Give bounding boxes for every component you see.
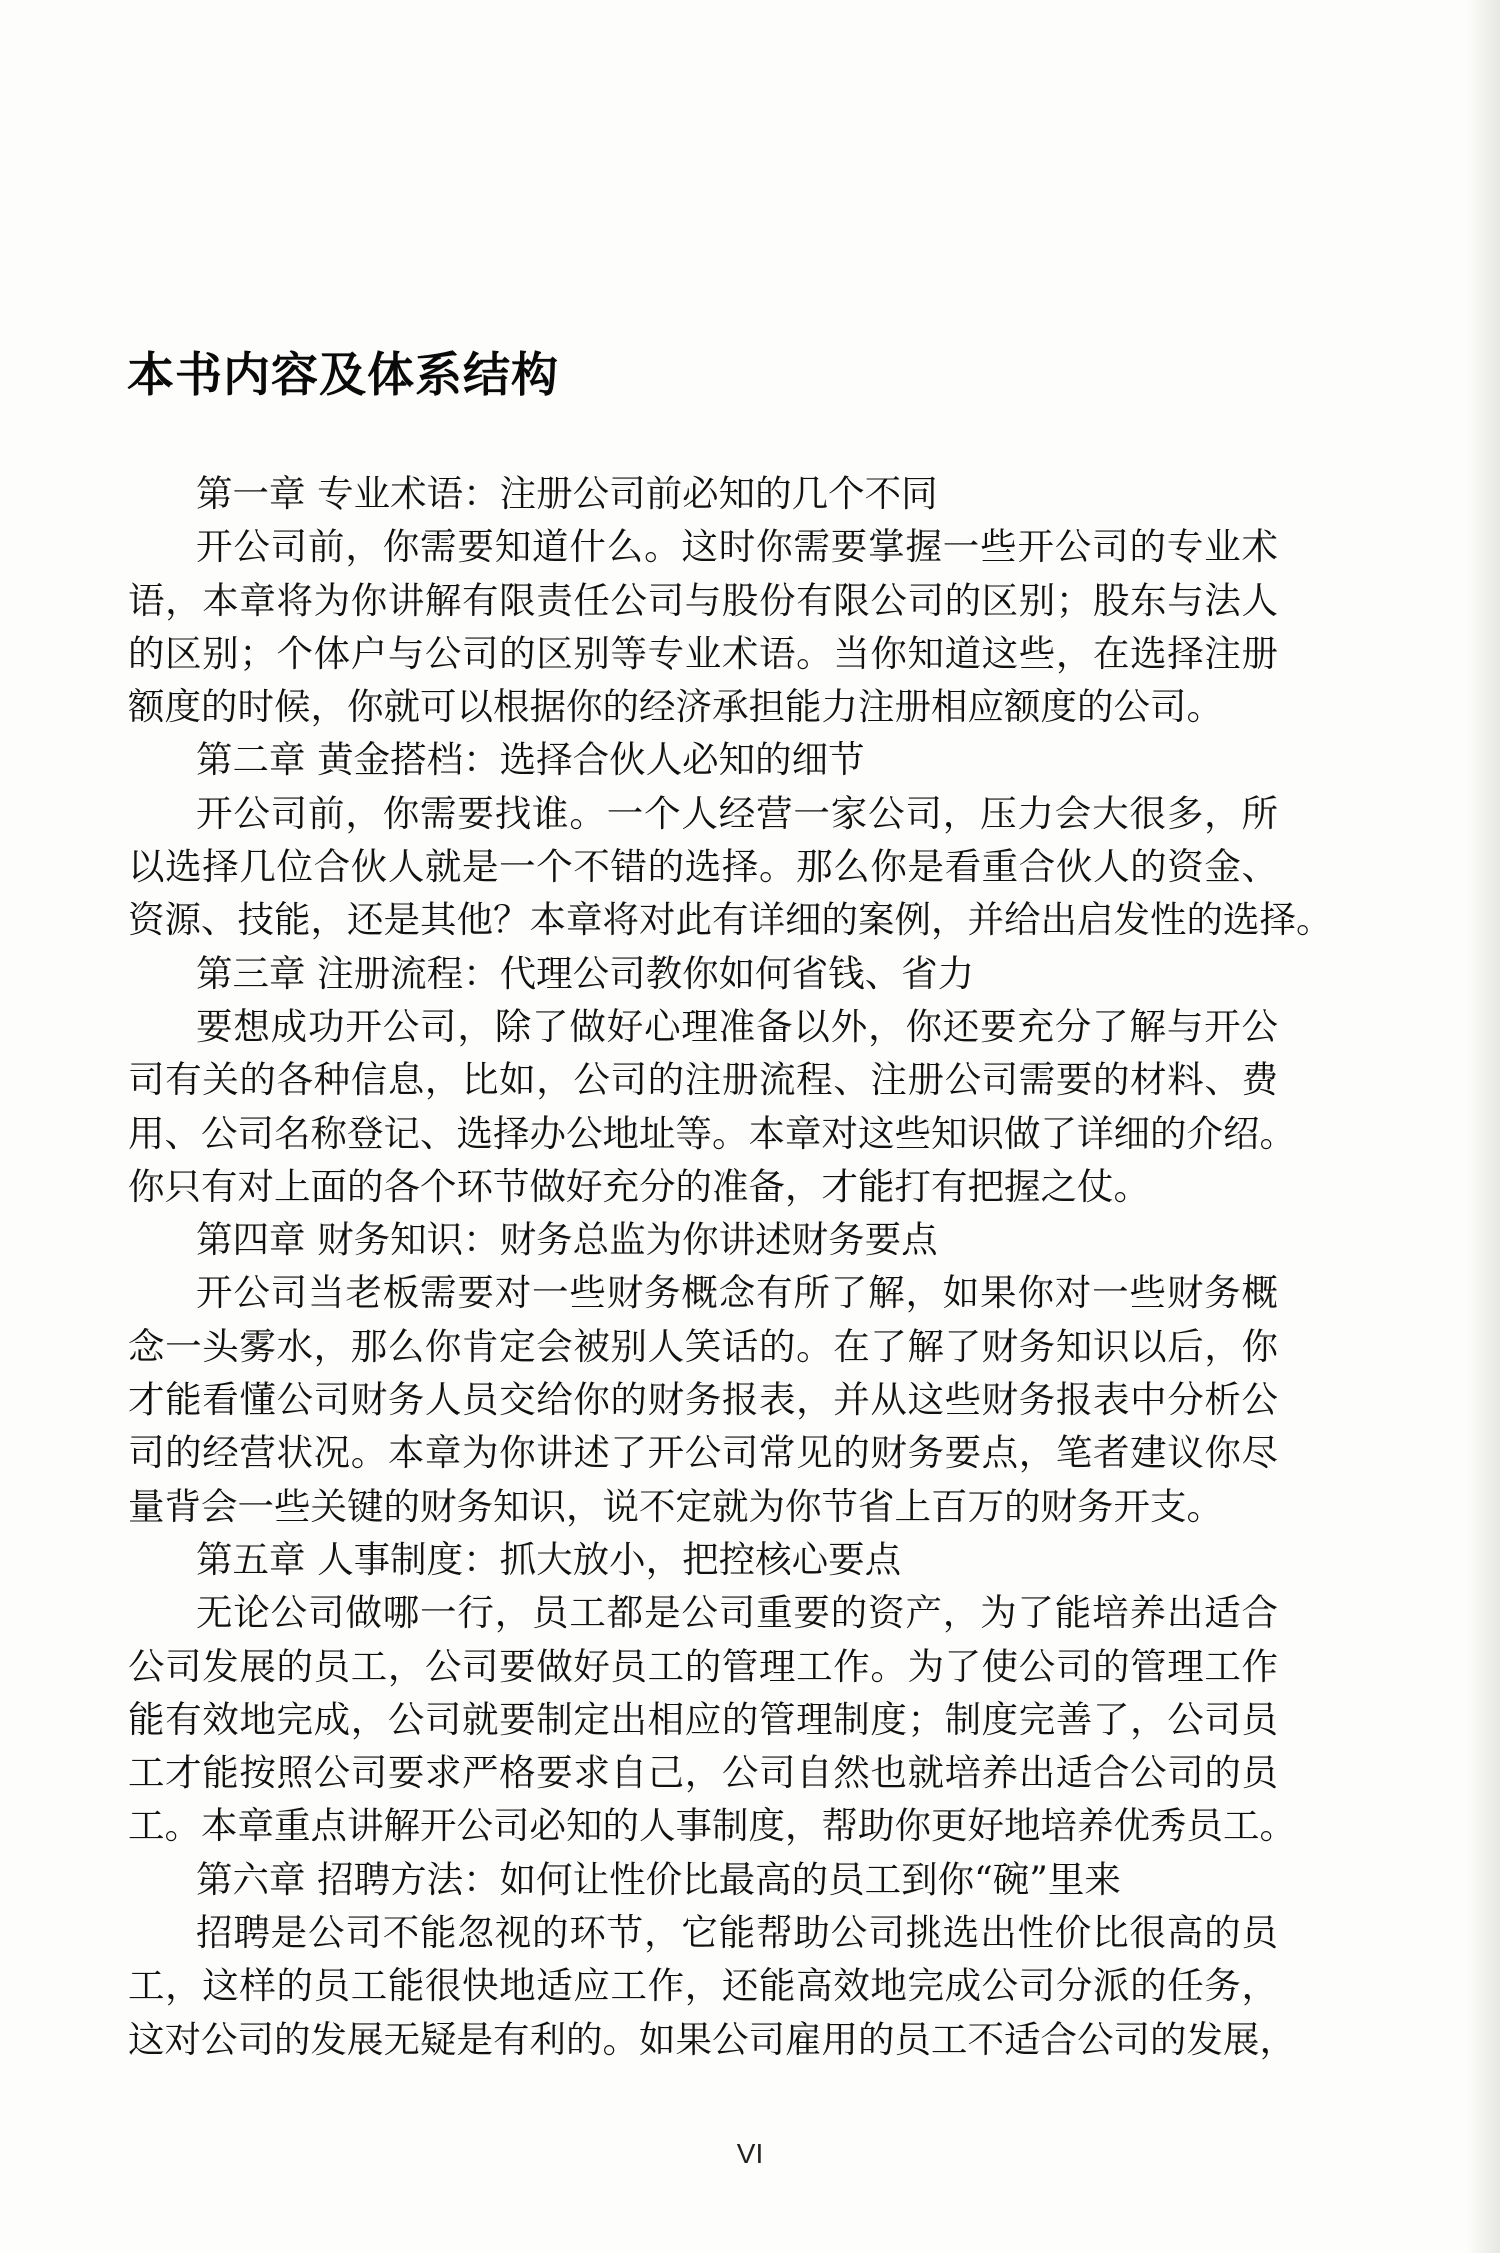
paragraph-line: 开公司当老板需要对一些财务概念有所了解，如果你对一些财务概 <box>196 1271 1278 1315</box>
paragraph-line: 念一头雾水，那么你肯定会被别人笑话的。在了解了财务知识以后，你 <box>128 1324 1278 1368</box>
paragraph-line: 资源、技能，还是其他？本章将对此有详细的案例，并给出启发性的选择。 <box>128 898 1333 942</box>
paragraph-line: 用、公司名称登记、选择办公地址等。本章对这些知识做了详细的介绍。 <box>128 1111 1296 1155</box>
chapter-title: 第一章 专业术语：注册公司前必知的几个不同 <box>196 472 938 515</box>
paragraph-line: 司有关的各种信息，比如，公司的注册流程、注册公司需要的材料、费 <box>128 1058 1278 1102</box>
chapter-paragraph <box>128 1586 1296 1852</box>
chapter-title: 第三章 注册流程：代理公司教你如何省钱、省力 <box>196 951 975 995</box>
paragraph-line: 的区别；个体户与公司的区别等专业术语。当你知道这些，在选择注册 <box>128 631 1278 675</box>
chapter-title: 第五章 人事制度：抓大放小，把控核心要点 <box>196 1537 902 1581</box>
paragraph-line: 招聘是公司不能忽视的环节，它能帮助公司挑选出性价比很高的员 <box>196 1911 1278 1955</box>
paragraph-line: 工，这样的员工能很快地适应工作，还能高效地完成公司分派的任务， <box>128 1964 1278 2008</box>
paragraph-line: 以选择几位合伙人就是一个不错的选择。那么你是看重合伙人的资金、 <box>128 845 1278 889</box>
paragraph-line: 要想成功开公司，除了做好心理准备以外，你还要充分了解与开公 <box>196 1004 1278 1048</box>
page-heading: 本书内容及体系结构 <box>127 348 559 403</box>
chapter-section <box>128 467 1278 733</box>
paragraph-line: 语，本章将为你讲解有限责任公司与股份有限公司的区别；股东与法人 <box>128 578 1278 622</box>
chapter-title: 第四章 财务知识：财务总监为你讲述财务要点 <box>196 1218 938 1262</box>
chapter-title: 第六章 招聘方法：如何让性价比最高的员工到你“碗”里来 <box>196 1857 1121 1901</box>
page-edge-shadow <box>1466 0 1500 2253</box>
paragraph-line: 无论公司做哪一行，员工都是公司重要的资产，为了能培养出适合 <box>196 1591 1278 1635</box>
chapter-paragraph <box>128 520 1278 733</box>
chapter-section <box>128 1213 1278 1533</box>
paragraph-line: 你只有对上面的各个环节做好充分的准备，才能打有把握之仗。 <box>128 1164 1150 1208</box>
paragraph-line: 公司发展的员工，公司要做好员工的管理工作。为了使公司的管理工作 <box>128 1644 1278 1688</box>
paragraph-line: 这对公司的发展无疑是有利的。如果公司雇用的员工不适合公司的发展， <box>128 2017 1296 2061</box>
paragraph-line: 开公司前，你需要知道什么。这时你需要掌握一些开公司的专业术 <box>196 525 1278 569</box>
paragraph-line: 量背会一些关键的财务知识，说不定就为你节省上百万的财务开支。 <box>128 1484 1223 1528</box>
paragraph-line: 开公司前，你需要找谁。一个人经营一家公司，压力会大很多，所 <box>196 791 1278 835</box>
chapter-title: 第二章 黄金搭档：选择合伙人必知的细节 <box>196 738 865 782</box>
chapter-paragraph <box>128 1906 1296 2066</box>
paragraph-line: 工。本章重点讲解开公司必知的人事制度，帮助你更好地培养优秀员工。 <box>128 1804 1296 1848</box>
chapter-paragraph <box>128 787 1333 947</box>
chapter-paragraph <box>128 1266 1278 1532</box>
chapter-summaries <box>128 467 1333 2066</box>
paragraph-line: 能有效地完成，公司就要制定出相应的管理制度；制度完善了，公司员 <box>128 1697 1278 1741</box>
chapter-section <box>128 1533 1296 1853</box>
paragraph-line: 才能看懂公司财务人员交给你的财务报表，并从这些财务报表中分析公 <box>128 1378 1278 1422</box>
paragraph-line: 工才能按照公司要求严格要求自己，公司自然也就培养出适合公司的员 <box>128 1751 1278 1795</box>
chapter-section <box>128 733 1333 946</box>
chapter-section <box>128 947 1296 1213</box>
page-number: VI <box>736 2138 764 2169</box>
paragraph-line: 额度的时候，你就可以根据你的经济承担能力注册相应额度的公司。 <box>128 685 1223 729</box>
paragraph-line: 司的经营状况。本章为你讲述了开公司常见的财务要点，笔者建议你尽 <box>128 1431 1278 1475</box>
chapter-section <box>128 1853 1296 2066</box>
chapter-paragraph <box>128 1000 1296 1213</box>
